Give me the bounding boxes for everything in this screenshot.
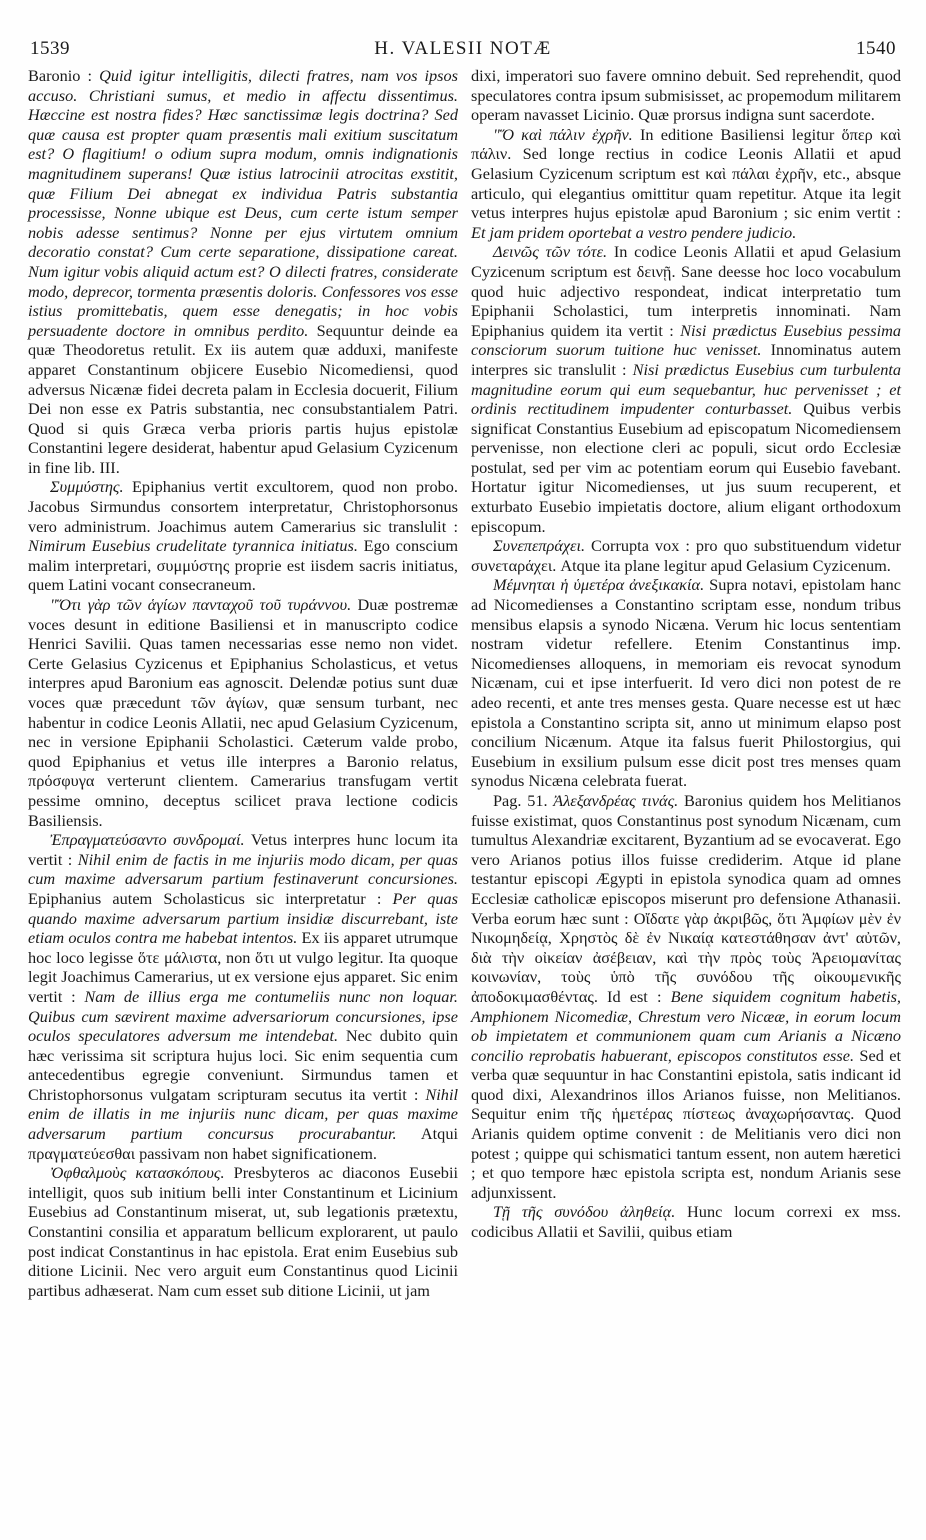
- text-run: Sed et verba quæ sequuntur in hac Constantini epistola, satis indicant id quod dixi, Alexandrinos illos Arianos fuisse, non Melitianos. Sequitur enim τῆς ἡμετέρας πίστεως ἀναχωρήσαντας. Quod Arianis quidem optime convenit : de Melitianis vero dici non potest ; quippe qui schismatici tantum essent, non autem hæretici ; et quo tempore hæc epistola scripta est, nondum Arianis sese adjunxissent.: [471, 1045, 901, 1202]
- text-run: Ex iis apparet utrumque hoc loco legisse ὅτε μάλιστα, non ὅτι ut vulgo legitur. Ita quoque legit Joachimus Camerarius, ut ex versione ejus apparet. Sic enim vertit :: [28, 928, 458, 1006]
- text-run: Innominatus autem interpres sic translulit :: [471, 340, 901, 379]
- italic-text-run: Nihil enim de illatis in me injuriis nunc dicam, per quas maxime adversarum partium concursus procurabantur.: [28, 1084, 458, 1144]
- text-run: Hunc locum correxi ex mss. codicibus Allatii et Savilii, quibus etiam: [471, 1202, 901, 1242]
- italic-text-run: Nimirum Eusebius crudelitate tyrannica initiatus.: [28, 536, 358, 556]
- italic-text-run: "Ὅτι γὰρ τῶν ἁγίων πανταχοῦ τοῦ τυράννου.: [50, 595, 352, 615]
- text-run: Supra notavi, epistolam hanc ad Nicomedienses a Constantino scriptam esse, nondum tribus mensibus elapsis a synodo Nicæna. Verum hic locus sententiam nostram videtur refellere. Etenim Constantinus imp. Nicomedienses alloquens, in memoriam eis revocat synodum Nicænam, cui et ipse interfuerit. Id vero dici non potest de re adeo recenti, et ante tres menses gesta. Quare necesse est ut hæc epistola a Constantino scripta sit, anno ut minimum elapso post concilium Nicænum. Atque ita falsus fuerit Philostorgius, qui Eusebium in exsilium pulsum esse dicit post tres menses quam synodus Nicæna celebrata fuerat.: [471, 575, 901, 791]
- italic-text-run: Quid igitur intelligitis, dilecti fratres, nam vos ipsos accuso. Christiani sumus, et medio in affectu dissentimus. Hæccine est nostra fides? Hæc sanctissimæ legis doctrina? Sed quæ causa est propter quam præsentis mali exitium suscitatum est? O flagitium! o odium supra modum, omnis indignationis magnitudinem superans! Quæ istius latrocinii atrocitas exstitit, quæ Filium Dei abnegat ex individua Patris substantia processisse, Nonne ubique est Deus, cum certe istum semper nobis adesse sentimus? Nonne per ejus virtutem omnium decoratio constat? Cum certe separatione, dissipatione careat. Num igitur vobis aliquid actum est? O dilecti fratres, considerate modo, deprecor, tormenta præsentis doloris. Confessores vos esse istius promittebatis, quem esse denegatis; in hoc vobis persuadente doctore in omnibus perdito.: [28, 66, 458, 340]
- text-run: Sequuntur deinde ea quæ Theodoretus retulit. Ex iis autem quæ adduxi, manifeste apparet Constantinum objicere Eusebio Nicomediensi, quod adversus Nicænæ fidei decreta palam in Ecclesia docuerit, Filium Dei non esse ex Patris substantia, nec consubstantialem Patri. Quod si quis Græca verba prioris partis hujus epistolæ Constantini legere desiderat, habentur apud Gelasium Cyzicenum in fine lib. III.: [28, 320, 458, 477]
- italic-text-run: Συμμύστης.: [50, 477, 124, 497]
- italic-text-run: Per quas quando maxime adversarum partium insidiæ discurrebant, iste etiam oculos contra me habebat intentos.: [28, 888, 458, 948]
- italic-text-run: Nam de illius erga me contumeliis nunc non loquar. Quibus cum sævirent maxime adversariorum concursiones, ipse oculos speculatores adversum me intendebat.: [28, 986, 458, 1046]
- paragraph: [471, 1202, 901, 1241]
- text-run: In editione Basiliensi legitur ὅπερ καὶ πάλιν. Sed longe rectius in codice Leonis Allatii et apud Gelasium Cyzicenum scriptum est καὶ πάλαι ἐχρῆν, etc., absque articulo, qui elegantius omittitur quam repetitur. Atque ita legit vetus interpres hujus epistolæ apud Baronium ; sic enim vertit :: [471, 124, 901, 223]
- right-page-number: 1540: [856, 38, 896, 59]
- text-run: Epiphanius vertit excultorem, quod non probo. Jacobus Sirmundus consortem interpretatur, Christophorsonus vero administrum. Joachimus autem Camerarius sic translulit :: [28, 477, 458, 536]
- italic-text-run: Δεινῶς τῶν τότε.: [493, 242, 608, 262]
- text-run: In codice Leonis Allatii et apud Gelasium Cyzicenum scriptum est δεινῇ. Sane deesse hoc loco vocabulum quod huic adjectivo respondeat, indicat interpretatio tum Epiphanii Scholastici, tum interpretis innominati. Nam Epiphanius quidem ita vertit :: [471, 242, 901, 340]
- left-page-number: 1539: [30, 38, 70, 59]
- text-run: Quibus verbis significat Constantius Eusebium ad episcopatum Nicomediensem pervenisse, non electione cleri ac populi, sicut ordo Ecclesiæ postulat, sed per vim ac potentiam eorum qui Eusebio favebant. Hortatur igitur Nicomedienses, ut jus suum recuperent, et exturbato Eusebio impietatis doctore, alium eligant orthodoxum episcopum.: [471, 399, 902, 536]
- paragraph: [28, 1163, 458, 1300]
- paragraph: [28, 595, 458, 830]
- italic-text-run: Μέμνηται ἡ ὑμετέρα ἀνεξικακία.: [493, 575, 705, 595]
- italic-text-run: Ὀφθαλμοὺς κατασκόπους.: [50, 1163, 225, 1183]
- italic-text-run: Bene siquidem cognitum habetis, Amphionem Nicomediæ, Chrestum vero Nicææ, in eorum locum ob impietatem et communionem quam cum Arianis a Nicæno concilio reprobatis habuerant, episcopos constitutos esse.: [471, 986, 901, 1065]
- italic-text-run: Et jam pridem oportebat a vestro pendere judicio.: [471, 222, 797, 242]
- text-run: Duæ postremæ voces desunt in editione Basiliensi et in manuscripto codice Henrici Savilii. Quas tamen necessarias esse nemo non videt. Certe Gelasius Cyzicenus et Epiphanius Scholasticus, et vetus interpres apud Baronium eas agnoscit. Delendæ potius sunt duæ voces quæ præcedunt τῶν ἁγίων, quæ sensum turbant, nec habentur in codice Leonis Allatii, nec apud Gelasium Cyzicenum, nec in versione Epiphanii Scholastici. Cæterum valde probo, quod Epiphanius et vetus ille interpres a Baronio relatus, πρόσφυγα verterunt clientem. Camerarius transfugam vertit pessime omnino, deceptus scilicet prava lectione codicis Basiliensis.: [28, 595, 458, 830]
- text-run: Vetus interpres hunc locum ita vertit :: [28, 830, 459, 869]
- paragraph: [471, 536, 901, 575]
- italic-text-run: Ἀλεξανδρέας τινάς.: [553, 790, 679, 810]
- text-run: Epiphanius autem Scholasticus sic interpretatur :: [28, 888, 393, 908]
- paragraph: [28, 830, 458, 1163]
- running-title: H. VALESII NOTÆ: [374, 38, 552, 59]
- paragraph: [471, 125, 901, 243]
- text-run: dixi, imperatori suo favere omnino debuit. Sed reprehendit, quod speculatores contra ipsum submisisset, ac propemodum militarem operam navasset Licinio. Quæ prorsus indigna sunt sacerdote.: [471, 66, 901, 125]
- paragraph: [28, 477, 458, 595]
- left-column: [28, 66, 458, 1300]
- paragraph: [471, 66, 901, 125]
- italic-text-run: Nisi prædictus Eusebius pessima consciorum suorum tuitione huc venisset.: [471, 320, 901, 360]
- italic-text-run: Τῇ τῆς συνόδου ἀληθείᾳ.: [493, 1202, 676, 1222]
- text-run: Presbyteros ac diaconos Eusebii intelligit, quos sub initium belli inter Constantinum et Licinium Eusebius ad Constantinum miserat, ut, sub legationis prætextu, Constantini consilia et apparatum bellicum explorarent, ut paulo post indicat Constantinus in hac epistola. Erat enim Eusebius sub ditione Licinii. Nec vero arguit eum Constantinus quod Licinii partibus adhæserat. Nam cum esset sub ditione Licinii, ut jam: [28, 1163, 458, 1300]
- italic-text-run: Ἐπραγματεύσαντο συνδρομαί.: [50, 830, 245, 850]
- right-column: [471, 66, 901, 1242]
- paragraph: [28, 66, 458, 477]
- italic-text-run: Nisi prædictus Eusebius cum turbulenta magnitudine eorum qui eum sequebantur, huc pervenisset ; et ordinis rectitudinem impudenter conturbasset.: [471, 359, 902, 419]
- italic-text-run: Nihil enim de factis in me injuriis modo dicam, per quas cum maxime adversarum partium festinaverunt concursiones.: [28, 849, 458, 889]
- text-run: Baronio :: [28, 66, 100, 85]
- paragraph: [471, 575, 901, 791]
- text-run: Corrupta vox : pro quo substituendum videtur συνεταράχει. Atque ita plane legitur apud Gelasium Cyzicenum.: [471, 536, 901, 575]
- text-run: Pag. 51.: [493, 790, 554, 810]
- paragraph: [471, 242, 901, 536]
- paragraph: [471, 791, 901, 1202]
- running-header: [30, 38, 896, 68]
- text-run: Atqui πραγματεύεσθαι passivam non habet significationem.: [28, 1124, 458, 1163]
- italic-text-run: Συνεπεπράχει.: [493, 536, 586, 556]
- italic-text-run: "Ὅ καὶ πάλιν ἐχρῆν.: [493, 124, 633, 144]
- text-run: Baronius quidem hos Melitianos fuisse existimat, quos Constantinus post synodum Nicænam, cum tumultus Alexandriæ excitarent, Byzantium ad se evocaverat. Ego vero Arianos potius illos fuisse crediderim. Atque id plane testantur episcopi Ægypti in epistola synodica quam ad omnes Ecclesiæ catholicæ episcopos miserunt pro defensione Athanasii. Verba eorum hæc sunt : Οἴδατε γὰρ ἀκριβῶς, ὅτι Ἀμφίων μὲν ἐν Νικομηδείᾳ, Χρηστὸς δὲ ἐν Νικαίᾳ κατεστάθησαν ἀντ' αὐτῶν, διὰ τὴν οἰκείαν ἀσέβειαν, καὶ τὴν πρὸς τοὺς Ἀρειομανίτας κοινωνίαν, τοὺς ὑπὸ τῆς συνόδου τῆς οἰκουμενικῆς ἀποδοκιμασθέντας. Id est :: [471, 790, 902, 1006]
- text-run: Nec dubito quin hæc verissima sit scriptura hujus loci. Sic enim sequentia cum antecedentibus egregie conveniunt. Sirmundus tamen et Christophorsonus vulgatam scripturam secutus ita vertit :: [28, 1026, 458, 1104]
- text-run: Ego conscium malim interpretari, συμμύστης proprie est iisdem sacris initiatus, quem Latini vocant consecraneum.: [28, 536, 458, 595]
